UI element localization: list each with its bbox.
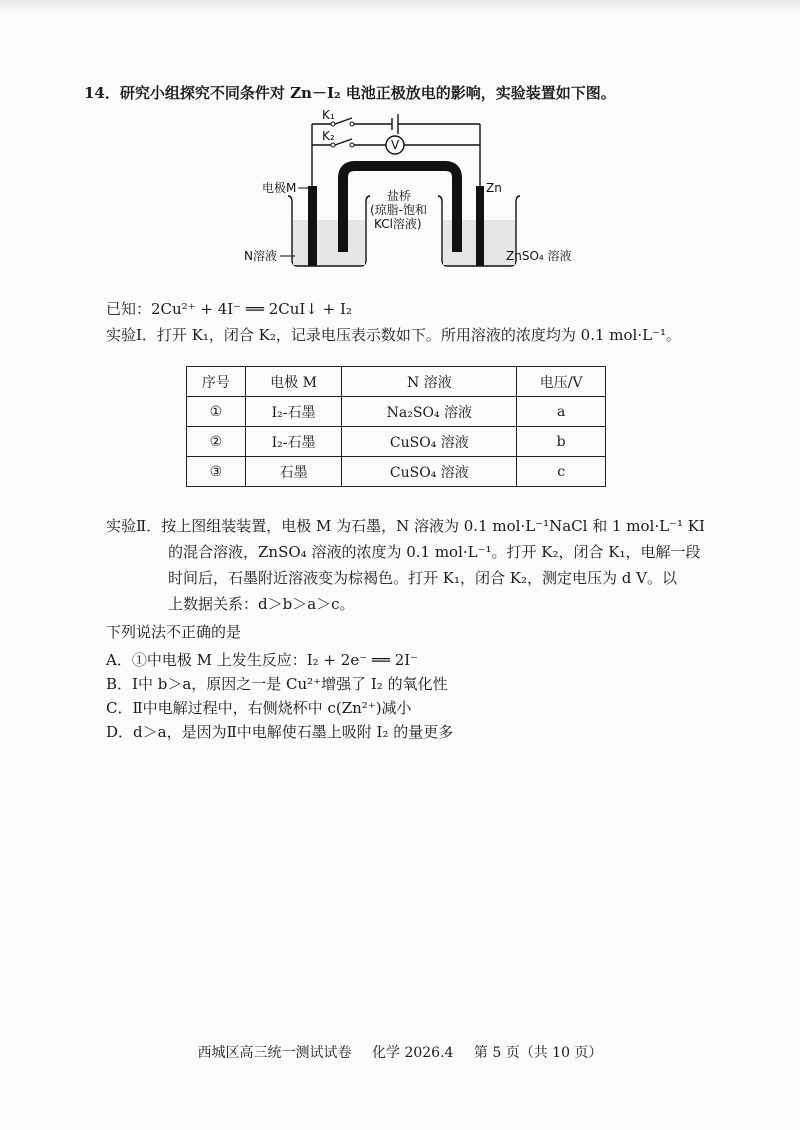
- experiment-2-line-4: 上数据关系：d＞b＞a＞c。: [168, 595, 355, 613]
- page-footer: [0, 1042, 800, 1062]
- known-equation: 已知：2Cu²⁺ + 4I⁻ ══ 2CuI↓ + I₂: [106, 300, 352, 318]
- experiment-2-line-2: 的混合溶液，ZnSO₄ 溶液的浓度为 0.1 mol·L⁻¹。打开 K₂，闭合 K₁，电解一段: [168, 543, 701, 561]
- table-row: [187, 427, 606, 457]
- table-header-row: [187, 367, 606, 397]
- switch-k1-label: K₁: [322, 108, 335, 122]
- footer-page: 第 5 页（共 10 页）: [473, 1045, 603, 1061]
- table-cell: I₂-石墨: [245, 427, 342, 457]
- electrode-m-label: 电极M: [262, 181, 297, 195]
- table-cell: 石墨: [245, 457, 342, 487]
- table-row: [187, 397, 606, 427]
- table-cell: ②: [187, 427, 246, 457]
- footer-subject: 化学 2026.4: [372, 1045, 454, 1061]
- page-top-shadow: [0, 0, 800, 14]
- table-cell: b: [517, 427, 606, 457]
- results-table: [186, 366, 606, 487]
- table-cell: Na₂SO₄ 溶液: [342, 397, 517, 427]
- option-c: C．Ⅱ中电解过程中，右侧烧杯中 c(Zn²⁺)减小: [106, 699, 412, 717]
- zn-electrode: [476, 186, 484, 266]
- table-cell: a: [517, 397, 606, 427]
- option-b: B．Ⅰ中 b＞a，原因之一是 Cu²⁺增强了 I₂ 的氧化性: [106, 675, 448, 693]
- salt-bridge-label: 盐桥: [387, 189, 412, 203]
- left-solution: [293, 220, 365, 265]
- header-cell: 序号: [187, 367, 246, 397]
- table-cell: I₂-石墨: [245, 397, 342, 427]
- n-solution-label: N溶液: [244, 249, 277, 263]
- question-prompt: 下列说法不正确的是: [106, 623, 242, 641]
- option-a: A．①中电极 M 上发生反应：I₂ + 2e⁻ ══ 2I⁻: [106, 651, 419, 669]
- header-cell: 电极 M: [245, 367, 342, 397]
- voltmeter-label: V: [391, 138, 400, 152]
- question-title: 14．研究小组探究不同条件对 Zn－I₂ 电池正极放电的影响，实验装置如下图。: [84, 84, 616, 102]
- salt-bridge-desc2: KCl溶液): [374, 217, 422, 231]
- switch-k2-label: K₂: [322, 129, 335, 143]
- experiment-1-text: 实验Ⅰ．打开 K₁，闭合 K₂，记录电压表示数如下。所用溶液的浓度均为 0.1 mol·L⁻¹。: [106, 326, 682, 344]
- table-cell: CuSO₄ 溶液: [342, 457, 517, 487]
- salt-bridge-desc: (琼脂-饱和: [370, 203, 428, 217]
- header-cell: N 溶液: [342, 367, 517, 397]
- experiment-2-line-1: 实验Ⅱ．按上图组装装置，电极 M 为石墨，N 溶液为 0.1 mol·L⁻¹NaCl 和 1 mol·L⁻¹ KI: [106, 517, 705, 535]
- table-cell: ③: [187, 457, 246, 487]
- table-row: [187, 457, 606, 487]
- zn-label: Zn: [486, 181, 502, 195]
- apparatus-diagram: [240, 108, 600, 280]
- footer-exam: 西城区高三统一测试试卷: [197, 1045, 352, 1061]
- electrode-m: [308, 186, 317, 266]
- znso4-label: ZnSO₄ 溶液: [506, 249, 572, 263]
- option-d: D．d＞a，是因为Ⅱ中电解使石墨上吸附 I₂ 的量更多: [106, 723, 454, 741]
- header-cell: 电压/V: [517, 367, 606, 397]
- table-cell: CuSO₄ 溶液: [342, 427, 517, 457]
- table-cell: ①: [187, 397, 246, 427]
- experiment-2-line-3: 时间后，石墨附近溶液变为棕褐色。打开 K₁，闭合 K₂，测定电压为 d V。以: [168, 569, 677, 587]
- table-cell: c: [517, 457, 606, 487]
